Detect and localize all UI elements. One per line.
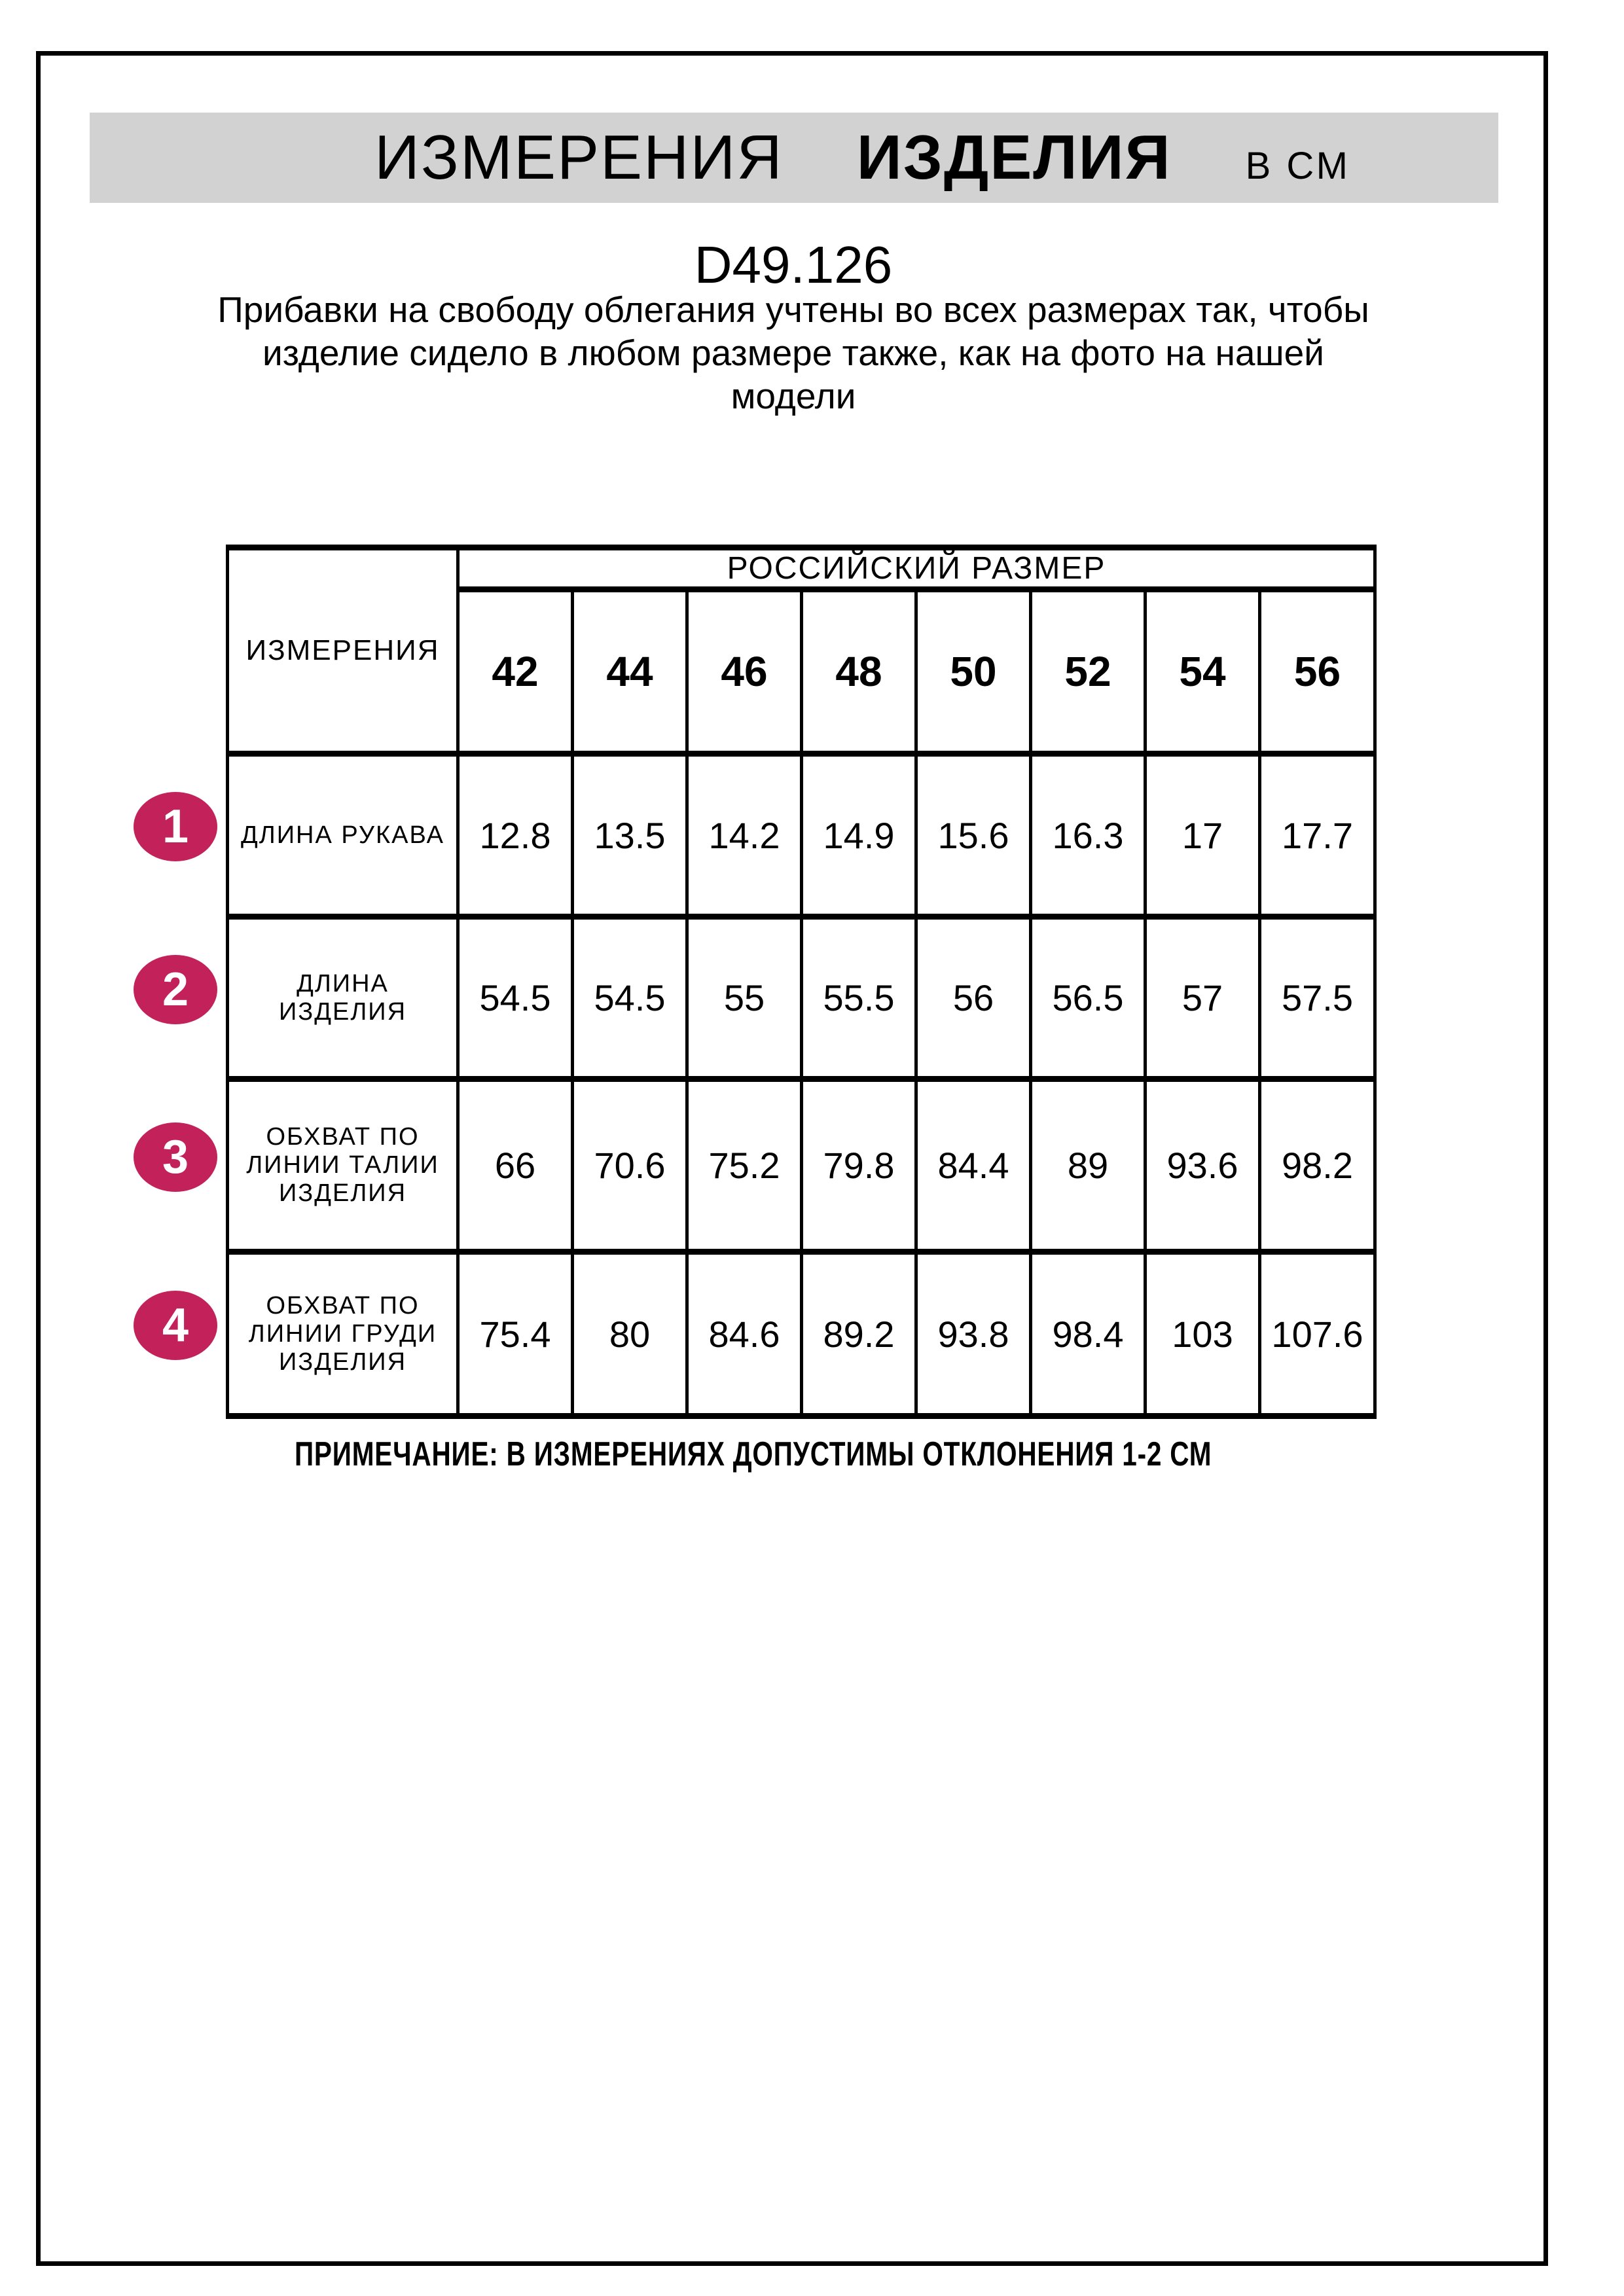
measurements-table xyxy=(226,545,1377,1419)
measurement-value: 55 xyxy=(687,917,802,1079)
measurement-value: 55.5 xyxy=(802,917,916,1079)
table-row xyxy=(228,917,1375,1079)
size-column-header: 48 xyxy=(802,590,916,754)
measurement-value: 80 xyxy=(573,1252,687,1416)
table-row xyxy=(228,754,1375,917)
measurement-value: 16.3 xyxy=(1031,754,1146,917)
measurement-value: 89.2 xyxy=(802,1252,916,1416)
size-column-header: 42 xyxy=(458,590,573,754)
measurement-value: 84.6 xyxy=(687,1252,802,1416)
description-line: модели xyxy=(731,376,856,416)
description-text xyxy=(204,288,1382,418)
measurement-value: 13.5 xyxy=(573,754,687,917)
measurement-value: 98.2 xyxy=(1260,1079,1375,1252)
measurement-value: 93.6 xyxy=(1146,1079,1260,1252)
row-number-badge: 3 xyxy=(134,1122,217,1192)
measurement-label: ДЛИНА ИЗДЕЛИЯ xyxy=(228,917,458,1079)
measurement-value: 89 xyxy=(1031,1079,1146,1252)
measurement-value: 107.6 xyxy=(1260,1252,1375,1416)
row-number-badge: 2 xyxy=(134,955,217,1024)
measurement-value: 57 xyxy=(1146,917,1260,1079)
table-header-measurements: ИЗМЕРЕНИЯ xyxy=(228,548,458,754)
measurement-value: 17 xyxy=(1146,754,1260,917)
title-unit-label: В СМ xyxy=(1245,145,1350,187)
measurement-value: 70.6 xyxy=(573,1079,687,1252)
table-header-russian-size: РОССИЙСКИЙ РАЗМЕР xyxy=(458,548,1375,590)
size-column-header: 44 xyxy=(573,590,687,754)
measurement-value: 56.5 xyxy=(1031,917,1146,1079)
measurement-label: ОБХВАТ ПО ЛИНИИ ТАЛИИ ИЗДЕЛИЯ xyxy=(228,1079,458,1252)
description-line: изделие сидело в любом размере также, как на фото на нашей xyxy=(262,332,1324,373)
description-line: Прибавки на свободу облегания учтены во всех размерах так, чтобы xyxy=(217,289,1369,330)
row-number-badge: 4 xyxy=(134,1291,217,1360)
measurement-label: ДЛИНА РУКАВА xyxy=(228,754,458,917)
size-column-header: 54 xyxy=(1146,590,1260,754)
measurement-value: 93.8 xyxy=(916,1252,1031,1416)
title-bar xyxy=(90,113,1498,203)
measurement-value: 75.4 xyxy=(458,1252,573,1416)
table-row xyxy=(228,1079,1375,1252)
page-border-frame xyxy=(36,51,1548,2266)
page-title-bold: ИЗДЕЛИЯ xyxy=(856,122,1172,192)
measurement-value: 79.8 xyxy=(802,1079,916,1252)
measurement-value: 54.5 xyxy=(573,917,687,1079)
measurement-value: 14.9 xyxy=(802,754,916,917)
measurement-value: 98.4 xyxy=(1031,1252,1146,1416)
size-column-header: 52 xyxy=(1031,590,1146,754)
measurement-value: 66 xyxy=(458,1079,573,1252)
measurement-value: 75.2 xyxy=(687,1079,802,1252)
size-column-header: 50 xyxy=(916,590,1031,754)
measurement-label: ОБХВАТ ПО ЛИНИИ ГРУДИ ИЗДЕЛИЯ xyxy=(228,1252,458,1416)
row-number-badge: 1 xyxy=(134,792,217,861)
measurement-value: 103 xyxy=(1146,1252,1260,1416)
measurement-value: 57.5 xyxy=(1260,917,1375,1079)
footnote: ПРИМЕЧАНИЕ: В ИЗМЕРЕНИЯХ ДОПУСТИМЫ ОТКЛОНЕНИЯ 1-2 СМ xyxy=(295,1435,1212,1473)
measurement-value: 14.2 xyxy=(687,754,802,917)
measurement-value: 12.8 xyxy=(458,754,573,917)
size-column-header: 56 xyxy=(1260,590,1375,754)
measurement-value: 56 xyxy=(916,917,1031,1079)
table-row xyxy=(228,1252,1375,1416)
size-column-header: 46 xyxy=(687,590,802,754)
measurement-value: 54.5 xyxy=(458,917,573,1079)
measurement-value: 84.4 xyxy=(916,1079,1031,1252)
measurement-value: 15.6 xyxy=(916,754,1031,917)
product-code: D49.126 xyxy=(694,236,893,294)
page-title: ИЗМЕРЕНИЯ xyxy=(374,122,784,192)
measurement-value: 17.7 xyxy=(1260,754,1375,917)
